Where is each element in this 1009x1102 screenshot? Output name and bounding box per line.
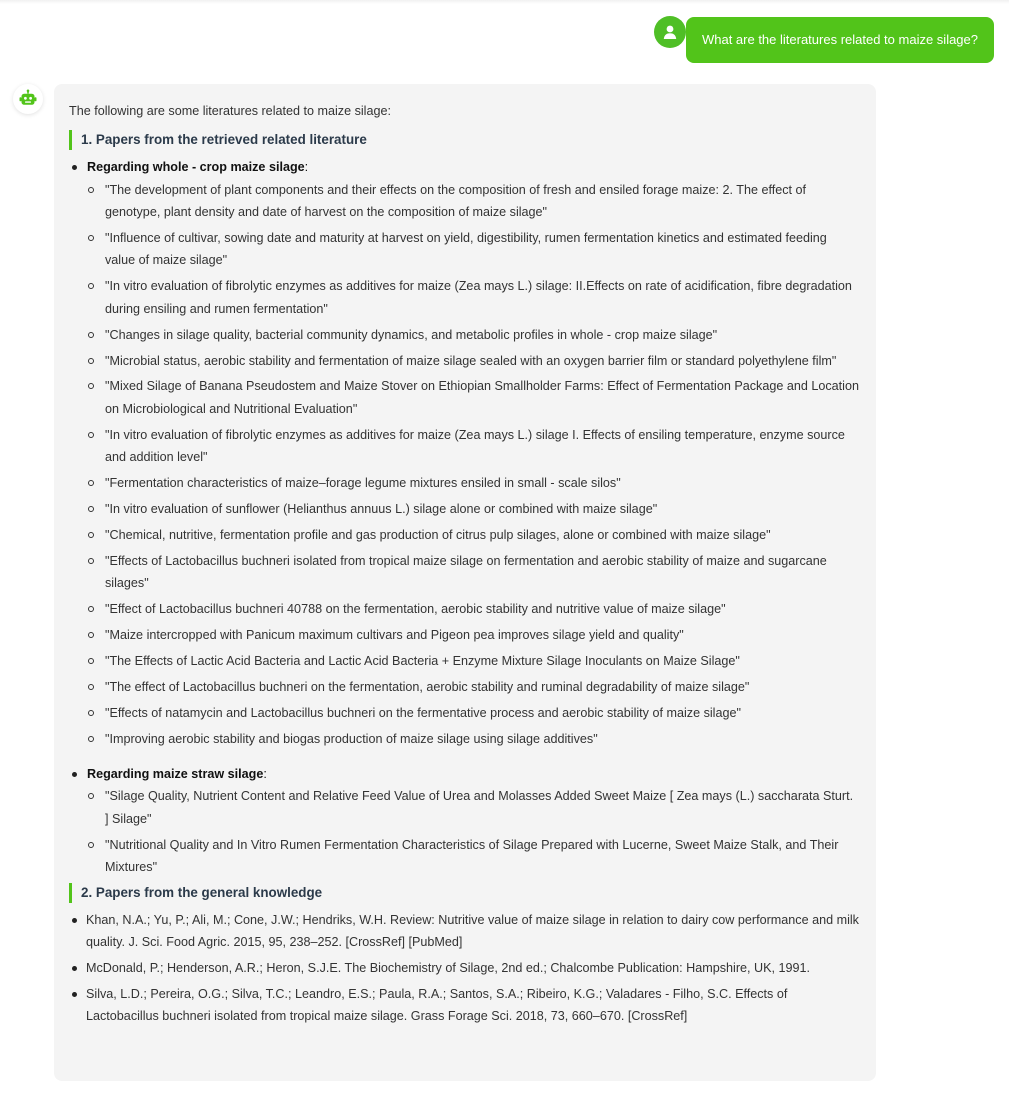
user-icon [662, 24, 678, 40]
paper-item: "Silage Quality, Nutrient Content and Relative Feed Value of Urea and Molasses Added Sweet Maize [ Zea mays (L.) saccharata Sturt. ] Silage" [87, 785, 860, 830]
paper-list-whole-crop [87, 179, 860, 751]
paper-item: "Influence of cultivar, sowing date and maturity at harvest on yield, digestibility, rumen fermentation kinetics and estimated feeding value of maize silage" [87, 227, 860, 272]
paper-item: "Microbial status, aerobic stability and fermentation of maize silage sealed with an oxygen barrier film or standard polyethylene film" [87, 350, 860, 373]
bot-avatar [13, 84, 43, 114]
paper-item: "The development of plant components and their effects on the composition of fresh and ensiled forage maize: 2. The effect of genotype, plant density and date of harvest on the composition of maize silage" [87, 179, 860, 224]
user-message-bubble [686, 17, 994, 63]
group-label: Regarding maize straw silage [87, 766, 264, 781]
group-label: Regarding whole - crop maize silage [87, 160, 305, 174]
reference-item: Khan, N.A.; Yu, P.; Ali, M.; Cone, J.W.; Hendriks, W.H. Review: Nutritive value of maize silage in relation to dairy cow performance and milk quality. J. Sci. Food Agric. 2015, 95, 238–252. [CrossRef] [PubMed] [69, 909, 860, 954]
bot-intro-text: The following are some literatures related to maize silage: [69, 104, 391, 118]
paper-item: "Effects of Lactobacillus buchneri isolated from tropical maize silage on fermentation and aerobic stability of maize and sugarcane silages" [87, 550, 860, 595]
paper-item: "Chemical, nutritive, fermentation profile and gas production of citrus pulp silages, alone or combined with maize silage" [87, 524, 860, 547]
paper-item: "In vitro evaluation of fibrolytic enzymes as additives for maize (Zea mays L.) silage: II.Effects on rate of acidification, fibre degradation during ensiling and rumen fermentation" [87, 275, 860, 320]
paper-item: "Effect of Lactobacillus buchneri 40788 on the fermentation, aerobic stability and nutritive value of maize silage" [87, 598, 860, 621]
reference-item: Silva, L.D.; Pereira, O.G.; Silva, T.C.; Leandro, E.S.; Paula, R.A.; Santos, S.A.; Ribeiro, K.G.; Valadares - Filho, S.C. Effects of Lactobacillus buchneri isolated from tropical maize silage. Grass Forage Sci. 2018, 73, 660–670. [CrossRef] [69, 983, 860, 1028]
paper-item: "Improving aerobic stability and biogas production of maize silage using silage additives" [87, 728, 860, 751]
bot-message-bubble [54, 84, 876, 1081]
paper-item: "The effect of Lactobacillus buchneri on the fermentation, aerobic stability and ruminal degradability of maize silage" [87, 676, 860, 699]
group-whole-crop: Regarding whole - crop maize silage: "The development of plant components and their effects on the composition of fresh and ensiled forage maize: 2. The effect of genotype, plant density and date of harvest on the composition of maize silage" "Influence of cultivar, sowing date and maturity at harvest on yield, digestibility, rumen fermentation kinetics and estimated feeding value of maize silage" "In vitro evaluation of fibrolytic enzymes as additives for maize (Zea mays L.) silage: II.Effects on rate of acidification, fibre degradation during ensiling and rumen fermentation" "Changes in silage quality, bacterial community dynamics, and metabolic profiles in whole - crop maize silage" "Microbial status, aerobic stability and fermentation of maize silage sealed with an oxygen barrier film or standard polyethylene film" "Mixed Silage of Banana Pseudostem and Maize Stover on Ethiopian Smallholder Farms: Effect of Fermentation Package and Location on Microbiological and Nutritional Evaluation" "In vitro evaluation of fibrolytic enzymes as additives for maize (Zea mays L.) silage I. Effects of ensiling temperature, enzyme source and addition level" "Fermentation characteristics of maize–forage legume mixtures ensiled in small - scale silos" "In vitro evaluation of sunflower (Helianthus annuus L.) silage alone or combined with maize silage" "Chemical, nutritive, fermentation profile and gas production of citrus pulp silages, alone or combined with maize silage" "Effects of Lactobacillus buchneri isolated from tropical maize silage on fermentation and aerobic stability of maize and sugarcane silages" "Effect of Lactobacillus buchneri 40788 on the fermentation, aerobic stability and nutritive value of maize silage" "Maize intercropped with Panicum maximum cultivars and Pigeon pea improves silage yield and quality" "The Effects of Lactic Acid Bacteria and Lactic Acid Bacteria + Enzyme Mixture Silage Inoculants on Maize Silage" "The effect of Lactobacillus buchneri on the fermentation, aerobic stability and ruminal degradability of maize silage" "Effects of natamycin and Lactobacillus buchneri on the fermentative process and aerobic stability of maize silage" "Improving aerobic stability and biogas production of maize silage using silage additives" [69, 156, 860, 750]
reference-item: McDonald, P.; Henderson, A.R.; Heron, S.J.E. The Biochemistry of Silage, 2nd ed.; Chalcombe Publication: Hampshire, UK, 1991. [69, 957, 860, 980]
user-message-text: What are the literatures related to maize silage? [701, 32, 978, 47]
top-edge [0, 0, 1009, 4]
group-maize-straw: Regarding maize straw silage: "Silage Quality, Nutrient Content and Relative Feed Value of Urea and Molasses Added Sweet Maize [ Zea mays (L.) saccharata Sturt. ] Silage" "Nutritional Quality and In Vitro Rumen Fermentation Characteristics of Silage Prepared with Lucerne, Sweet Maize Stalk, and Their Mixtures" [69, 763, 860, 879]
paper-item: "Effects of natamycin and Lactobacillus buchneri on the fermentative process and aerobic stability of maize silage" [87, 702, 860, 725]
section-title-general: 2. Papers from the general knowledge [69, 883, 860, 903]
paper-item: "Fermentation characteristics of maize–forage legume mixtures ensiled in small - scale silos" [87, 472, 860, 495]
paper-item: "Changes in silage quality, bacterial community dynamics, and metabolic profiles in whole - crop maize silage" [87, 324, 860, 347]
paper-item: "In vitro evaluation of sunflower (Helianthus annuus L.) silage alone or combined with maize silage" [87, 498, 860, 521]
paper-item: "Mixed Silage of Banana Pseudostem and Maize Stover on Ethiopian Smallholder Farms: Effect of Fermentation Package and Location on Microbiological and Nutritional Evaluation" [87, 375, 860, 420]
paper-item: "Maize intercropped with Panicum maximum cultivars and Pigeon pea improves silage yield and quality" [87, 624, 860, 647]
user-avatar [654, 16, 686, 48]
paper-item: "Nutritional Quality and In Vitro Rumen Fermentation Characteristics of Silage Prepared with Lucerne, Sweet Maize Stalk, and Their Mixtures" [87, 834, 860, 879]
section-title-retrieved: 1. Papers from the retrieved related literature [69, 130, 860, 150]
paper-list-maize-straw [87, 785, 860, 878]
paper-item: "The Effects of Lactic Acid Bacteria and Lactic Acid Bacteria + Enzyme Mixture Silage Inoculants on Maize Silage" [87, 650, 860, 673]
retrieved-groups-list [69, 156, 860, 879]
robot-icon [18, 89, 38, 109]
user-message-row [654, 16, 994, 63]
paper-item: "In vitro evaluation of fibrolytic enzymes as additives for maize (Zea mays L.) silage I. Effects of ensiling temperature, enzyme source and addition level" [87, 424, 860, 469]
general-reference-list [69, 909, 860, 1028]
